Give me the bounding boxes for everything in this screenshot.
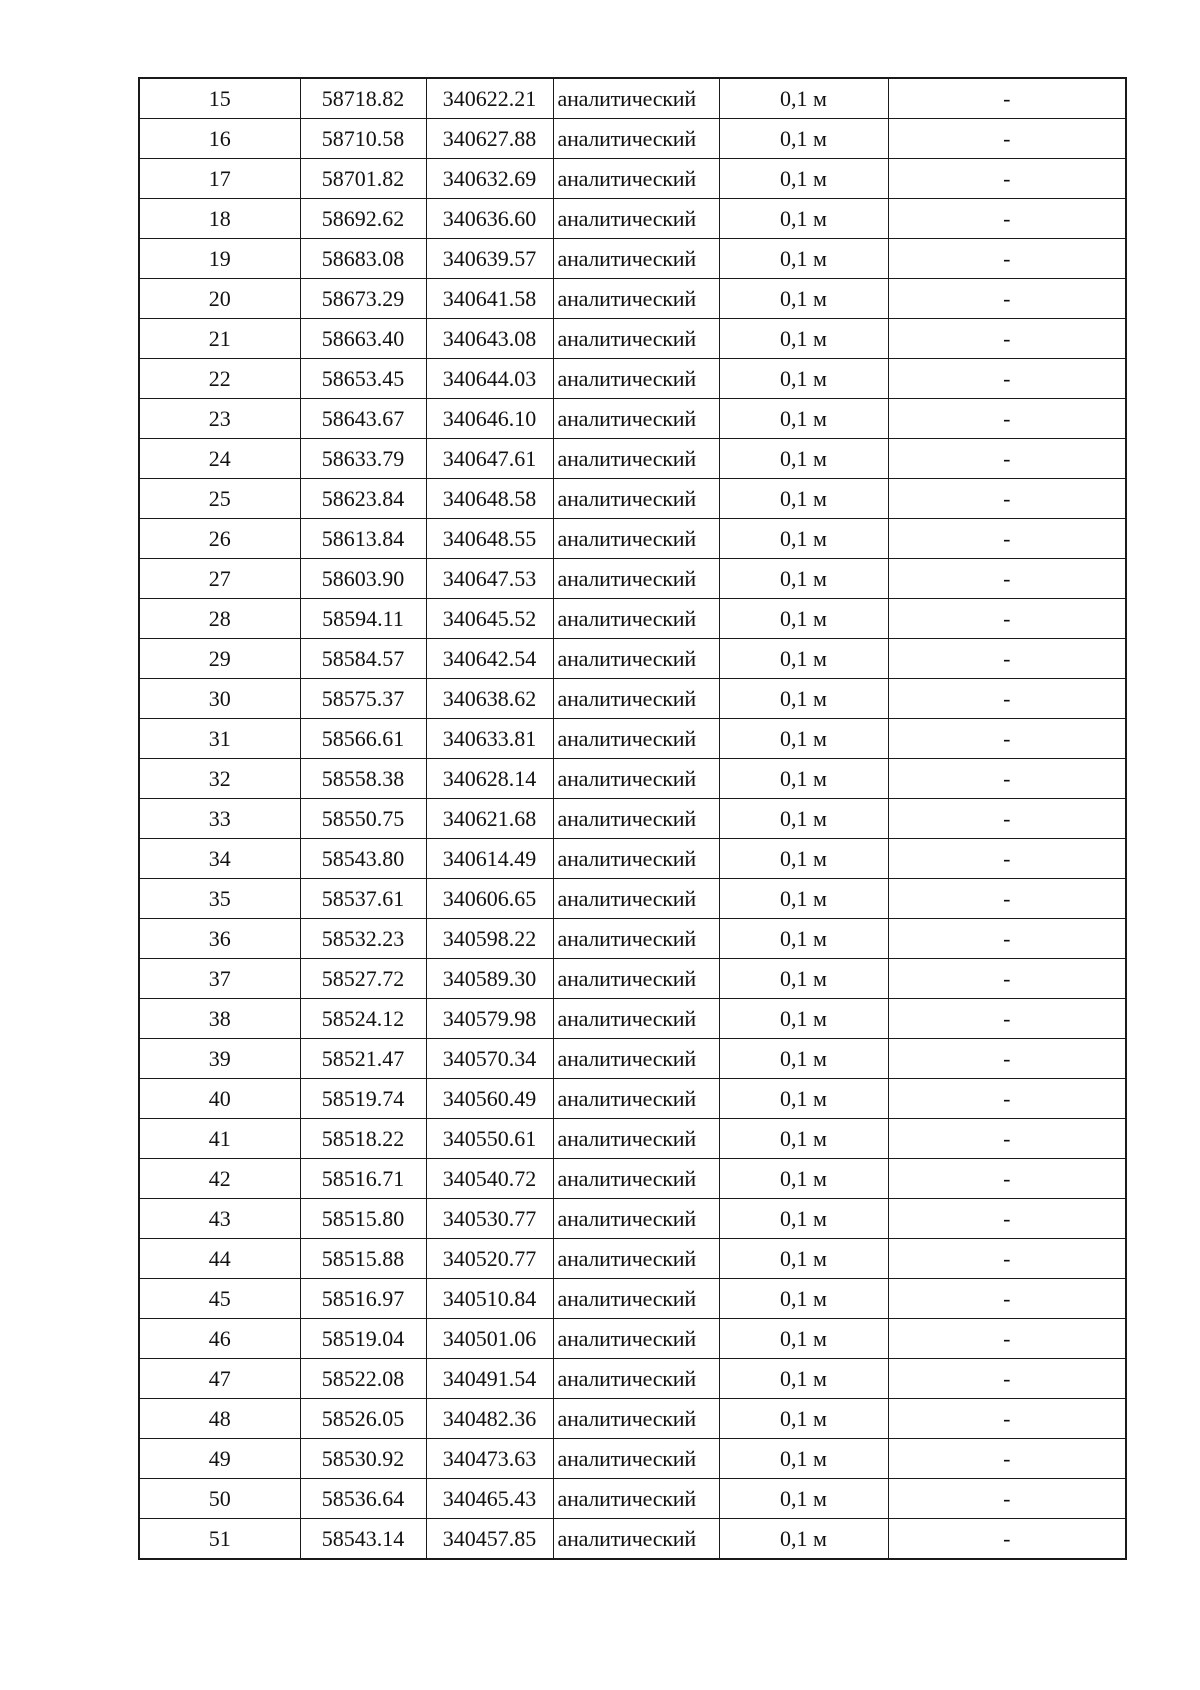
point-number-cell: 39 <box>139 1039 300 1079</box>
method-cell: аналитический <box>553 1199 719 1239</box>
table-row <box>139 799 1126 839</box>
note-cell: - <box>888 359 1126 399</box>
note-cell: - <box>888 1479 1126 1519</box>
method-cell: аналитический <box>553 1359 719 1399</box>
accuracy-cell: 0,1 м <box>719 759 888 799</box>
x-coordinate-cell: 58515.88 <box>300 1239 426 1279</box>
note-cell: - <box>888 759 1126 799</box>
accuracy-cell: 0,1 м <box>719 1399 888 1439</box>
method-cell: аналитический <box>553 78 719 119</box>
point-number-cell: 44 <box>139 1239 300 1279</box>
method-cell: аналитический <box>553 159 719 199</box>
point-number-cell: 29 <box>139 639 300 679</box>
point-number-cell: 22 <box>139 359 300 399</box>
method-cell: аналитический <box>553 439 719 479</box>
accuracy-cell: 0,1 м <box>719 439 888 479</box>
accuracy-cell: 0,1 м <box>719 78 888 119</box>
y-coordinate-cell: 340491.54 <box>426 1359 553 1399</box>
x-coordinate-cell: 58521.47 <box>300 1039 426 1079</box>
note-cell: - <box>888 1439 1126 1479</box>
point-number-cell: 25 <box>139 479 300 519</box>
x-coordinate-cell: 58701.82 <box>300 159 426 199</box>
y-coordinate-cell: 340638.62 <box>426 679 553 719</box>
table-row <box>139 719 1126 759</box>
y-coordinate-cell: 340465.43 <box>426 1479 553 1519</box>
x-coordinate-cell: 58522.08 <box>300 1359 426 1399</box>
accuracy-cell: 0,1 м <box>719 959 888 999</box>
point-number-cell: 34 <box>139 839 300 879</box>
table-row <box>139 1199 1126 1239</box>
y-coordinate-cell: 340501.06 <box>426 1319 553 1359</box>
method-cell: аналитический <box>553 759 719 799</box>
accuracy-cell: 0,1 м <box>719 479 888 519</box>
x-coordinate-cell: 58594.11 <box>300 599 426 639</box>
point-number-cell: 48 <box>139 1399 300 1439</box>
table-row <box>139 1279 1126 1319</box>
point-number-cell: 49 <box>139 1439 300 1479</box>
point-number-cell: 46 <box>139 1319 300 1359</box>
table-row <box>139 959 1126 999</box>
note-cell: - <box>888 799 1126 839</box>
x-coordinate-cell: 58643.67 <box>300 399 426 439</box>
method-cell: аналитический <box>553 799 719 839</box>
accuracy-cell: 0,1 м <box>719 119 888 159</box>
note-cell: - <box>888 479 1126 519</box>
y-coordinate-cell: 340628.14 <box>426 759 553 799</box>
method-cell: аналитический <box>553 559 719 599</box>
accuracy-cell: 0,1 м <box>719 639 888 679</box>
y-coordinate-cell: 340627.88 <box>426 119 553 159</box>
note-cell: - <box>888 1279 1126 1319</box>
table-row <box>139 1359 1126 1399</box>
y-coordinate-cell: 340560.49 <box>426 1079 553 1119</box>
x-coordinate-cell: 58532.23 <box>300 919 426 959</box>
accuracy-cell: 0,1 м <box>719 519 888 559</box>
accuracy-cell: 0,1 м <box>719 359 888 399</box>
table-row <box>139 759 1126 799</box>
accuracy-cell: 0,1 м <box>719 1479 888 1519</box>
method-cell: аналитический <box>553 1079 719 1119</box>
accuracy-cell: 0,1 м <box>719 999 888 1039</box>
y-coordinate-cell: 340614.49 <box>426 839 553 879</box>
table-row <box>139 1439 1126 1479</box>
table-row <box>139 279 1126 319</box>
method-cell: аналитический <box>553 959 719 999</box>
x-coordinate-cell: 58537.61 <box>300 879 426 919</box>
method-cell: аналитический <box>553 1399 719 1439</box>
method-cell: аналитический <box>553 1159 719 1199</box>
table-row <box>139 839 1126 879</box>
table-row <box>139 359 1126 399</box>
table-row <box>139 1319 1126 1359</box>
x-coordinate-cell: 58558.38 <box>300 759 426 799</box>
point-number-cell: 17 <box>139 159 300 199</box>
method-cell: аналитический <box>553 1479 719 1519</box>
y-coordinate-cell: 340622.21 <box>426 78 553 119</box>
x-coordinate-cell: 58518.22 <box>300 1119 426 1159</box>
y-coordinate-cell: 340647.53 <box>426 559 553 599</box>
table-row <box>139 599 1126 639</box>
table-row <box>139 679 1126 719</box>
y-coordinate-cell: 340606.65 <box>426 879 553 919</box>
y-coordinate-cell: 340510.84 <box>426 1279 553 1319</box>
y-coordinate-cell: 340648.58 <box>426 479 553 519</box>
point-number-cell: 35 <box>139 879 300 919</box>
table-row <box>139 399 1126 439</box>
point-number-cell: 21 <box>139 319 300 359</box>
method-cell: аналитический <box>553 479 719 519</box>
table-row <box>139 999 1126 1039</box>
x-coordinate-cell: 58515.80 <box>300 1199 426 1239</box>
point-number-cell: 31 <box>139 719 300 759</box>
table-row <box>139 919 1126 959</box>
accuracy-cell: 0,1 м <box>719 1319 888 1359</box>
method-cell: аналитический <box>553 719 719 759</box>
note-cell: - <box>888 1119 1126 1159</box>
x-coordinate-cell: 58673.29 <box>300 279 426 319</box>
point-number-cell: 30 <box>139 679 300 719</box>
point-number-cell: 28 <box>139 599 300 639</box>
note-cell: - <box>888 399 1126 439</box>
x-coordinate-cell: 58519.04 <box>300 1319 426 1359</box>
y-coordinate-cell: 340482.36 <box>426 1399 553 1439</box>
y-coordinate-cell: 340550.61 <box>426 1119 553 1159</box>
note-cell: - <box>888 999 1126 1039</box>
note-cell: - <box>888 1319 1126 1359</box>
table-row <box>139 1479 1126 1519</box>
x-coordinate-cell: 58653.45 <box>300 359 426 399</box>
y-coordinate-cell: 340647.61 <box>426 439 553 479</box>
x-coordinate-cell: 58516.97 <box>300 1279 426 1319</box>
accuracy-cell: 0,1 м <box>719 799 888 839</box>
note-cell: - <box>888 1519 1126 1560</box>
accuracy-cell: 0,1 м <box>719 319 888 359</box>
point-number-cell: 40 <box>139 1079 300 1119</box>
note-cell: - <box>888 1239 1126 1279</box>
x-coordinate-cell: 58575.37 <box>300 679 426 719</box>
note-cell: - <box>888 519 1126 559</box>
x-coordinate-cell: 58692.62 <box>300 199 426 239</box>
method-cell: аналитический <box>553 599 719 639</box>
accuracy-cell: 0,1 м <box>719 199 888 239</box>
coordinates-table-body <box>139 78 1126 1559</box>
accuracy-cell: 0,1 м <box>719 1199 888 1239</box>
x-coordinate-cell: 58524.12 <box>300 999 426 1039</box>
y-coordinate-cell: 340589.30 <box>426 959 553 999</box>
accuracy-cell: 0,1 м <box>719 1279 888 1319</box>
x-coordinate-cell: 58526.05 <box>300 1399 426 1439</box>
table-row <box>139 1519 1126 1560</box>
accuracy-cell: 0,1 м <box>719 1359 888 1399</box>
point-number-cell: 51 <box>139 1519 300 1560</box>
y-coordinate-cell: 340570.34 <box>426 1039 553 1079</box>
x-coordinate-cell: 58584.57 <box>300 639 426 679</box>
y-coordinate-cell: 340645.52 <box>426 599 553 639</box>
y-coordinate-cell: 340642.54 <box>426 639 553 679</box>
method-cell: аналитический <box>553 199 719 239</box>
x-coordinate-cell: 58527.72 <box>300 959 426 999</box>
accuracy-cell: 0,1 м <box>719 239 888 279</box>
table-row <box>139 479 1126 519</box>
table-row <box>139 239 1126 279</box>
method-cell: аналитический <box>553 879 719 919</box>
point-number-cell: 32 <box>139 759 300 799</box>
method-cell: аналитический <box>553 919 719 959</box>
accuracy-cell: 0,1 м <box>719 1519 888 1560</box>
note-cell: - <box>888 119 1126 159</box>
y-coordinate-cell: 340457.85 <box>426 1519 553 1560</box>
method-cell: аналитический <box>553 999 719 1039</box>
x-coordinate-cell: 58663.40 <box>300 319 426 359</box>
table-row <box>139 1239 1126 1279</box>
table-row <box>139 639 1126 679</box>
method-cell: аналитический <box>553 239 719 279</box>
y-coordinate-cell: 340579.98 <box>426 999 553 1039</box>
method-cell: аналитический <box>553 1119 719 1159</box>
accuracy-cell: 0,1 м <box>719 279 888 319</box>
note-cell: - <box>888 1359 1126 1399</box>
x-coordinate-cell: 58543.80 <box>300 839 426 879</box>
note-cell: - <box>888 239 1126 279</box>
accuracy-cell: 0,1 м <box>719 559 888 599</box>
table-row <box>139 119 1126 159</box>
point-number-cell: 20 <box>139 279 300 319</box>
method-cell: аналитический <box>553 1239 719 1279</box>
table-row <box>139 1119 1126 1159</box>
point-number-cell: 18 <box>139 199 300 239</box>
table-row <box>139 1079 1126 1119</box>
point-number-cell: 33 <box>139 799 300 839</box>
accuracy-cell: 0,1 м <box>719 599 888 639</box>
x-coordinate-cell: 58536.64 <box>300 1479 426 1519</box>
point-number-cell: 15 <box>139 78 300 119</box>
x-coordinate-cell: 58543.14 <box>300 1519 426 1560</box>
note-cell: - <box>888 319 1126 359</box>
table-row <box>139 879 1126 919</box>
x-coordinate-cell: 58683.08 <box>300 239 426 279</box>
x-coordinate-cell: 58613.84 <box>300 519 426 559</box>
accuracy-cell: 0,1 м <box>719 1239 888 1279</box>
note-cell: - <box>888 559 1126 599</box>
accuracy-cell: 0,1 м <box>719 879 888 919</box>
point-number-cell: 43 <box>139 1199 300 1239</box>
method-cell: аналитический <box>553 1319 719 1359</box>
y-coordinate-cell: 340621.68 <box>426 799 553 839</box>
method-cell: аналитический <box>553 319 719 359</box>
point-number-cell: 47 <box>139 1359 300 1399</box>
note-cell: - <box>888 959 1126 999</box>
note-cell: - <box>888 1079 1126 1119</box>
y-coordinate-cell: 340639.57 <box>426 239 553 279</box>
table-row <box>139 559 1126 599</box>
y-coordinate-cell: 340644.03 <box>426 359 553 399</box>
y-coordinate-cell: 340540.72 <box>426 1159 553 1199</box>
note-cell: - <box>888 1399 1126 1439</box>
x-coordinate-cell: 58550.75 <box>300 799 426 839</box>
accuracy-cell: 0,1 м <box>719 1079 888 1119</box>
method-cell: аналитический <box>553 359 719 399</box>
method-cell: аналитический <box>553 1519 719 1560</box>
table-row <box>139 439 1126 479</box>
y-coordinate-cell: 340643.08 <box>426 319 553 359</box>
method-cell: аналитический <box>553 1279 719 1319</box>
note-cell: - <box>888 719 1126 759</box>
note-cell: - <box>888 159 1126 199</box>
table-row <box>139 1039 1126 1079</box>
accuracy-cell: 0,1 м <box>719 1439 888 1479</box>
table-row <box>139 78 1126 119</box>
method-cell: аналитический <box>553 119 719 159</box>
x-coordinate-cell: 58516.71 <box>300 1159 426 1199</box>
table-row <box>139 1399 1126 1439</box>
point-number-cell: 37 <box>139 959 300 999</box>
y-coordinate-cell: 340633.81 <box>426 719 553 759</box>
accuracy-cell: 0,1 м <box>719 1119 888 1159</box>
accuracy-cell: 0,1 м <box>719 719 888 759</box>
table-row <box>139 199 1126 239</box>
accuracy-cell: 0,1 м <box>719 159 888 199</box>
method-cell: аналитический <box>553 639 719 679</box>
table-row <box>139 319 1126 359</box>
note-cell: - <box>888 879 1126 919</box>
point-number-cell: 42 <box>139 1159 300 1199</box>
point-number-cell: 23 <box>139 399 300 439</box>
table-row <box>139 159 1126 199</box>
point-number-cell: 50 <box>139 1479 300 1519</box>
method-cell: аналитический <box>553 1439 719 1479</box>
method-cell: аналитический <box>553 679 719 719</box>
table-row <box>139 1159 1126 1199</box>
y-coordinate-cell: 340598.22 <box>426 919 553 959</box>
x-coordinate-cell: 58566.61 <box>300 719 426 759</box>
note-cell: - <box>888 679 1126 719</box>
method-cell: аналитический <box>553 519 719 559</box>
y-coordinate-cell: 340632.69 <box>426 159 553 199</box>
note-cell: - <box>888 919 1126 959</box>
coordinates-table <box>138 77 1127 1560</box>
y-coordinate-cell: 340646.10 <box>426 399 553 439</box>
y-coordinate-cell: 340520.77 <box>426 1239 553 1279</box>
x-coordinate-cell: 58623.84 <box>300 479 426 519</box>
note-cell: - <box>888 1159 1126 1199</box>
method-cell: аналитический <box>553 1039 719 1079</box>
note-cell: - <box>888 639 1126 679</box>
x-coordinate-cell: 58633.79 <box>300 439 426 479</box>
accuracy-cell: 0,1 м <box>719 399 888 439</box>
point-number-cell: 27 <box>139 559 300 599</box>
x-coordinate-cell: 58718.82 <box>300 78 426 119</box>
note-cell: - <box>888 78 1126 119</box>
point-number-cell: 26 <box>139 519 300 559</box>
point-number-cell: 38 <box>139 999 300 1039</box>
point-number-cell: 24 <box>139 439 300 479</box>
y-coordinate-cell: 340530.77 <box>426 1199 553 1239</box>
note-cell: - <box>888 1039 1126 1079</box>
note-cell: - <box>888 839 1126 879</box>
y-coordinate-cell: 340648.55 <box>426 519 553 559</box>
y-coordinate-cell: 340473.63 <box>426 1439 553 1479</box>
accuracy-cell: 0,1 м <box>719 839 888 879</box>
accuracy-cell: 0,1 м <box>719 679 888 719</box>
x-coordinate-cell: 58519.74 <box>300 1079 426 1119</box>
y-coordinate-cell: 340641.58 <box>426 279 553 319</box>
note-cell: - <box>888 279 1126 319</box>
method-cell: аналитический <box>553 399 719 439</box>
accuracy-cell: 0,1 м <box>719 1159 888 1199</box>
table-row <box>139 519 1126 559</box>
point-number-cell: 19 <box>139 239 300 279</box>
accuracy-cell: 0,1 м <box>719 919 888 959</box>
y-coordinate-cell: 340636.60 <box>426 199 553 239</box>
point-number-cell: 41 <box>139 1119 300 1159</box>
accuracy-cell: 0,1 м <box>719 1039 888 1079</box>
point-number-cell: 45 <box>139 1279 300 1319</box>
x-coordinate-cell: 58530.92 <box>300 1439 426 1479</box>
point-number-cell: 36 <box>139 919 300 959</box>
point-number-cell: 16 <box>139 119 300 159</box>
note-cell: - <box>888 599 1126 639</box>
method-cell: аналитический <box>553 839 719 879</box>
note-cell: - <box>888 439 1126 479</box>
note-cell: - <box>888 199 1126 239</box>
note-cell: - <box>888 1199 1126 1239</box>
x-coordinate-cell: 58603.90 <box>300 559 426 599</box>
method-cell: аналитический <box>553 279 719 319</box>
x-coordinate-cell: 58710.58 <box>300 119 426 159</box>
